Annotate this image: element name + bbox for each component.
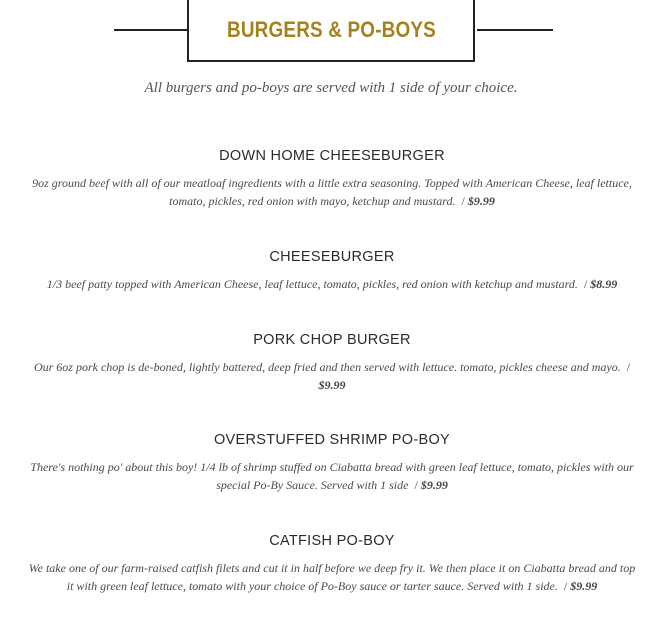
menu-item bbox=[24, 430, 640, 494]
menu-item-price: $9.99 bbox=[318, 378, 346, 392]
menu-item-description bbox=[24, 358, 640, 394]
menu-item-name: OVERSTUFFED SHRIMP PO-BOY bbox=[213, 432, 451, 448]
menu-item bbox=[24, 146, 640, 210]
description-text: 1/3 beef patty topped with American Cheese, leaf lettuce, tomato, pickles, red onion with ketchup and mustard. bbox=[46, 277, 578, 291]
menu-item-name: CATFISH PO-BOY bbox=[269, 533, 395, 549]
description-text: 9oz ground beef with all of our meatloaf ingredients with a little extra seasoning. Topped with American Cheese, leaf lettuce, tomato, pickles, red onion with mayo, ketchup and mustard. bbox=[32, 176, 632, 208]
price-separator: / bbox=[563, 579, 568, 593]
menu-item-price: $8.99 bbox=[590, 277, 618, 291]
menu-item-description bbox=[24, 458, 640, 494]
menu-item-name: DOWN HOME CHEESEBURGER bbox=[219, 148, 445, 164]
menu-item-price: $9.99 bbox=[420, 478, 448, 492]
description-text: We take one of our farm-raised catfish filets and cut it in half before we deep fry it. We then place it on Ciabatta bread and top it with green leaf lettuce, tomato with your choice of Po-Boy sauce or tarter sauce. Served with 1 side. bbox=[28, 561, 636, 593]
menu-item bbox=[24, 330, 640, 394]
section-title: BURGERS & PO-BOYS bbox=[226, 17, 436, 42]
price-separator: / bbox=[626, 360, 631, 374]
menu-item bbox=[24, 247, 640, 293]
description-text: Our 6oz pork chop is de-boned, lightly battered, deep fried and then served with lettuce. tomato, pickles cheese and mayo. bbox=[33, 360, 621, 374]
price-separator: / bbox=[583, 277, 588, 291]
section-subtitle: All burgers and po-boys are served with 1 side of your choice. bbox=[144, 80, 518, 96]
menu-item-description bbox=[24, 559, 640, 595]
title-box bbox=[187, 0, 475, 62]
header-rule-left bbox=[114, 29, 187, 31]
menu-item-price: $9.99 bbox=[467, 194, 495, 208]
header-rule-right bbox=[477, 29, 553, 31]
price-separator: / bbox=[414, 478, 418, 492]
menu-item-price: $9.99 bbox=[570, 579, 598, 593]
menu-item-description bbox=[24, 174, 640, 210]
menu-item-name: CHEESEBURGER bbox=[269, 249, 395, 265]
section-header bbox=[0, 0, 650, 66]
menu-item bbox=[24, 531, 640, 595]
price-separator: / bbox=[461, 194, 465, 208]
menu-item-name: PORK CHOP BURGER bbox=[253, 332, 411, 348]
description-text: There's nothing po' about this boy! 1/4 lb of shrimp stuffed on Ciabatta bread with green leaf lettuce, tomato, pickles with our special Po-By Sauce. Served with 1 side bbox=[30, 460, 634, 492]
menu-item-description bbox=[24, 275, 640, 293]
